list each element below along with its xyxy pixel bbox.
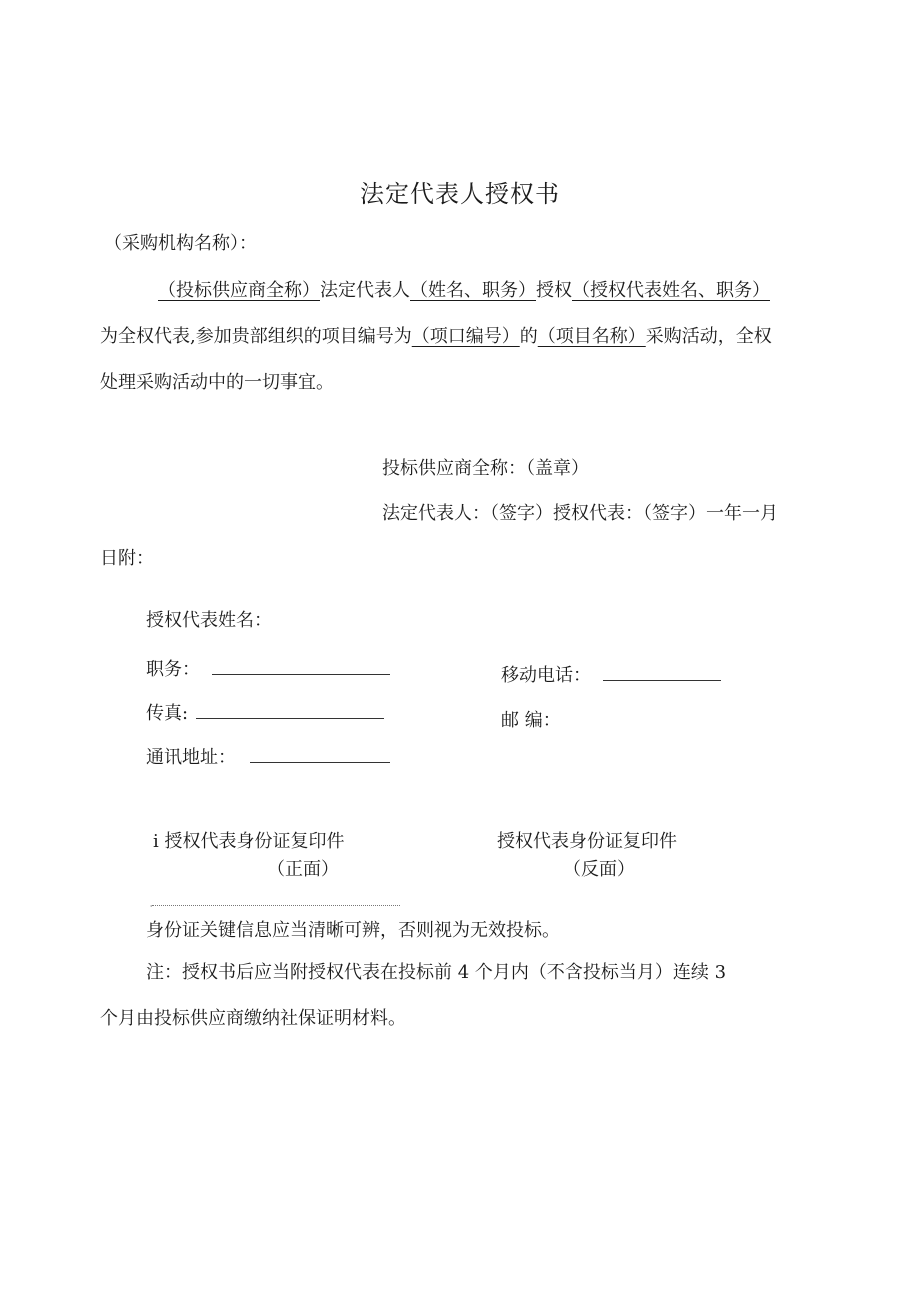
position-label: 职务： bbox=[146, 659, 200, 680]
body-line-2 bbox=[100, 324, 772, 350]
note-line-1: 注：授权书后应当附授权代表在投标前 4 个月内（不含投标当月）连续 3 bbox=[146, 962, 727, 983]
id-front-sub: （正面） bbox=[267, 859, 339, 880]
agent-name-field: （授权代表姓名、职务） bbox=[572, 280, 770, 301]
id-front-title: i 授权代表身份证复印件 bbox=[153, 831, 345, 852]
text-project-suffix: 采购活动，全权 bbox=[645, 326, 772, 347]
mobile-blank bbox=[603, 662, 721, 681]
text-legal-rep: 法定代表人 bbox=[320, 280, 410, 301]
fax-blank bbox=[196, 700, 384, 719]
address-blank bbox=[250, 744, 390, 763]
signature-line: 法定代表人：（签字）授权代表：（签字）一年一月 bbox=[382, 503, 778, 524]
id-note: 身份证关键信息应当清晰可辨，否则视为无效投标。 bbox=[146, 920, 560, 941]
text-authorize: 授权 bbox=[536, 280, 572, 301]
mobile-row bbox=[501, 662, 721, 689]
bidder-seal-line: 投标供应商全称：（盖章） bbox=[382, 458, 589, 479]
addressee: （采购机构名称）： bbox=[104, 233, 257, 254]
id-back-title: 授权代表身份证复印件 bbox=[497, 831, 677, 852]
fax-label: 传真: bbox=[146, 703, 189, 724]
fax-row bbox=[146, 700, 384, 727]
body-line-3: 处理采购活动中的一切事宜。 bbox=[100, 372, 334, 393]
legal-rep-name-field: （姓名、职务） bbox=[410, 280, 536, 301]
address-label: 通讯地址： bbox=[146, 747, 236, 768]
text-project-prefix: 为全权代表,参加贵部组织的项目编号为 bbox=[100, 326, 412, 347]
project-number-field: （项口编号） bbox=[411, 326, 520, 347]
mobile-label: 移动电话： bbox=[501, 665, 591, 686]
position-row bbox=[146, 656, 390, 683]
bidder-name-field: （投标供应商全称） bbox=[158, 280, 320, 301]
project-name-field: （项目名称） bbox=[537, 326, 646, 347]
postcode-label: 邮 编： bbox=[501, 710, 561, 731]
body-line-1 bbox=[158, 278, 770, 304]
tick-mark: ˌ bbox=[150, 899, 153, 908]
agent-name-label: 授权代表姓名： bbox=[146, 610, 272, 631]
address-row bbox=[146, 744, 390, 771]
dotted-divider bbox=[152, 905, 400, 906]
id-back-sub: （反面） bbox=[563, 859, 635, 880]
text-de: 的 bbox=[519, 326, 538, 347]
note-line-2: 个月由投标供应商缴纳社保证明材料。 bbox=[100, 1008, 406, 1029]
page-title: 法定代表人授权书 bbox=[360, 180, 560, 208]
date-tail: 日附： bbox=[100, 548, 154, 569]
position-blank bbox=[212, 656, 390, 675]
